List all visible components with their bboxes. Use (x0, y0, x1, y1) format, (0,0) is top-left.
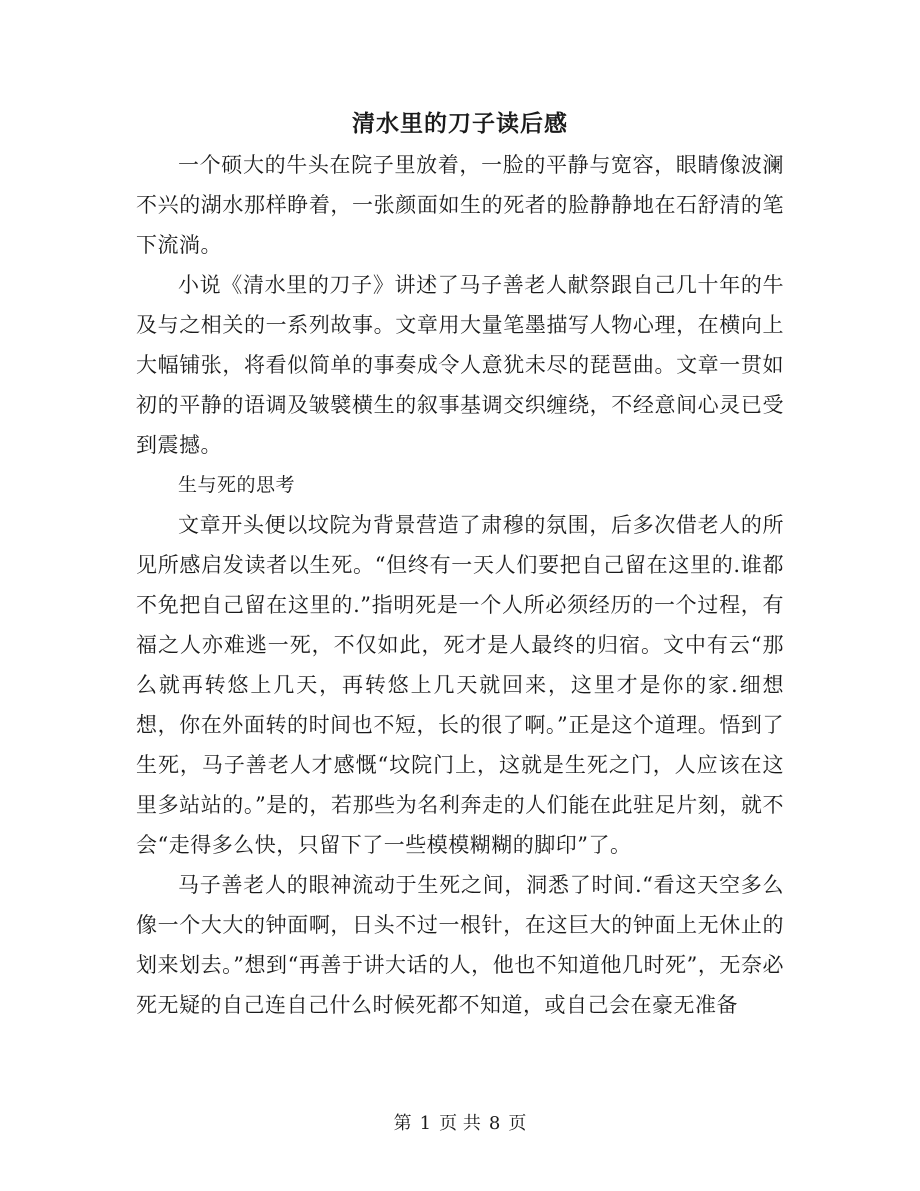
footer-prefix: 第 (393, 1113, 412, 1134)
total-pages-number: 8 (488, 1113, 501, 1134)
section-heading: 生与死的思考 (178, 474, 296, 496)
paragraph-4: 马子善老人的眼神流动于生死之间，洞悉了时间.“看这天空多么像一个大大的钟面啊，日头不过一根针，在这巨大的钟面上无休止的划来划去。”想到“再善于讲大话的人，他也不知道他几时死”，无奈必死无疑的自己连自己什么时候死都不知道，或自己会在豪无准备 (136, 873, 784, 1017)
document-title: 清水里的刀子读后感 (352, 110, 568, 137)
paragraph-1: 一个硕大的牛头在院子里放着，一脸的平静与宽容，眼睛像波澜不兴的湖水那样睁着，一张颜面如生的死者的脸静静地在石舒清的笔下流淌。 (136, 153, 784, 257)
footer-suffix: 页 (508, 1113, 527, 1134)
paragraph-3: 文章开头便以坟院为背景营造了肃穆的氛围，后多次借老人的所见所感启发读者以生死。“但终有一天人们要把自己留在这里的.谁都不免把自己留在这里的.”指明死是一个人所必须经历的一个过程，有福之人亦难逃一死，不仅如此，死才是人最终的归宿。文中有云“那么就再转悠上几天，再转悠上几天就回来，这里才是你的家.细想想，你在外面转的时间也不短，长的很了啊。”正是这个道理。悟到了生死，马子善老人才感慨“坟院门上，这就是生死之门，人应该在这里多站站的。”是的，若那些为名利奔走的人们能在此驻足片刻，就不会“走得多么快，只留下了一些模模糊糊的脚印”了。 (136, 513, 784, 857)
footer-middle: 页 共 (439, 1113, 481, 1134)
paragraph-2: 小说《清水里的刀子》讲述了马子善老人献祭跟自己几十年的牛及与之相关的一系列故事。文章用大量笔墨描写人物心理，在横向上大幅铺张，将看似简单的事奏成令人意犹未尽的琵琶曲。文章一贯如初的平静的语调及皱襞横生的叙事基调交织缠绕，不经意间心灵已受到震撼。 (136, 273, 784, 457)
current-page-number: 1 (419, 1113, 432, 1134)
page-footer (0, 1112, 920, 1136)
document-body (136, 145, 784, 1025)
